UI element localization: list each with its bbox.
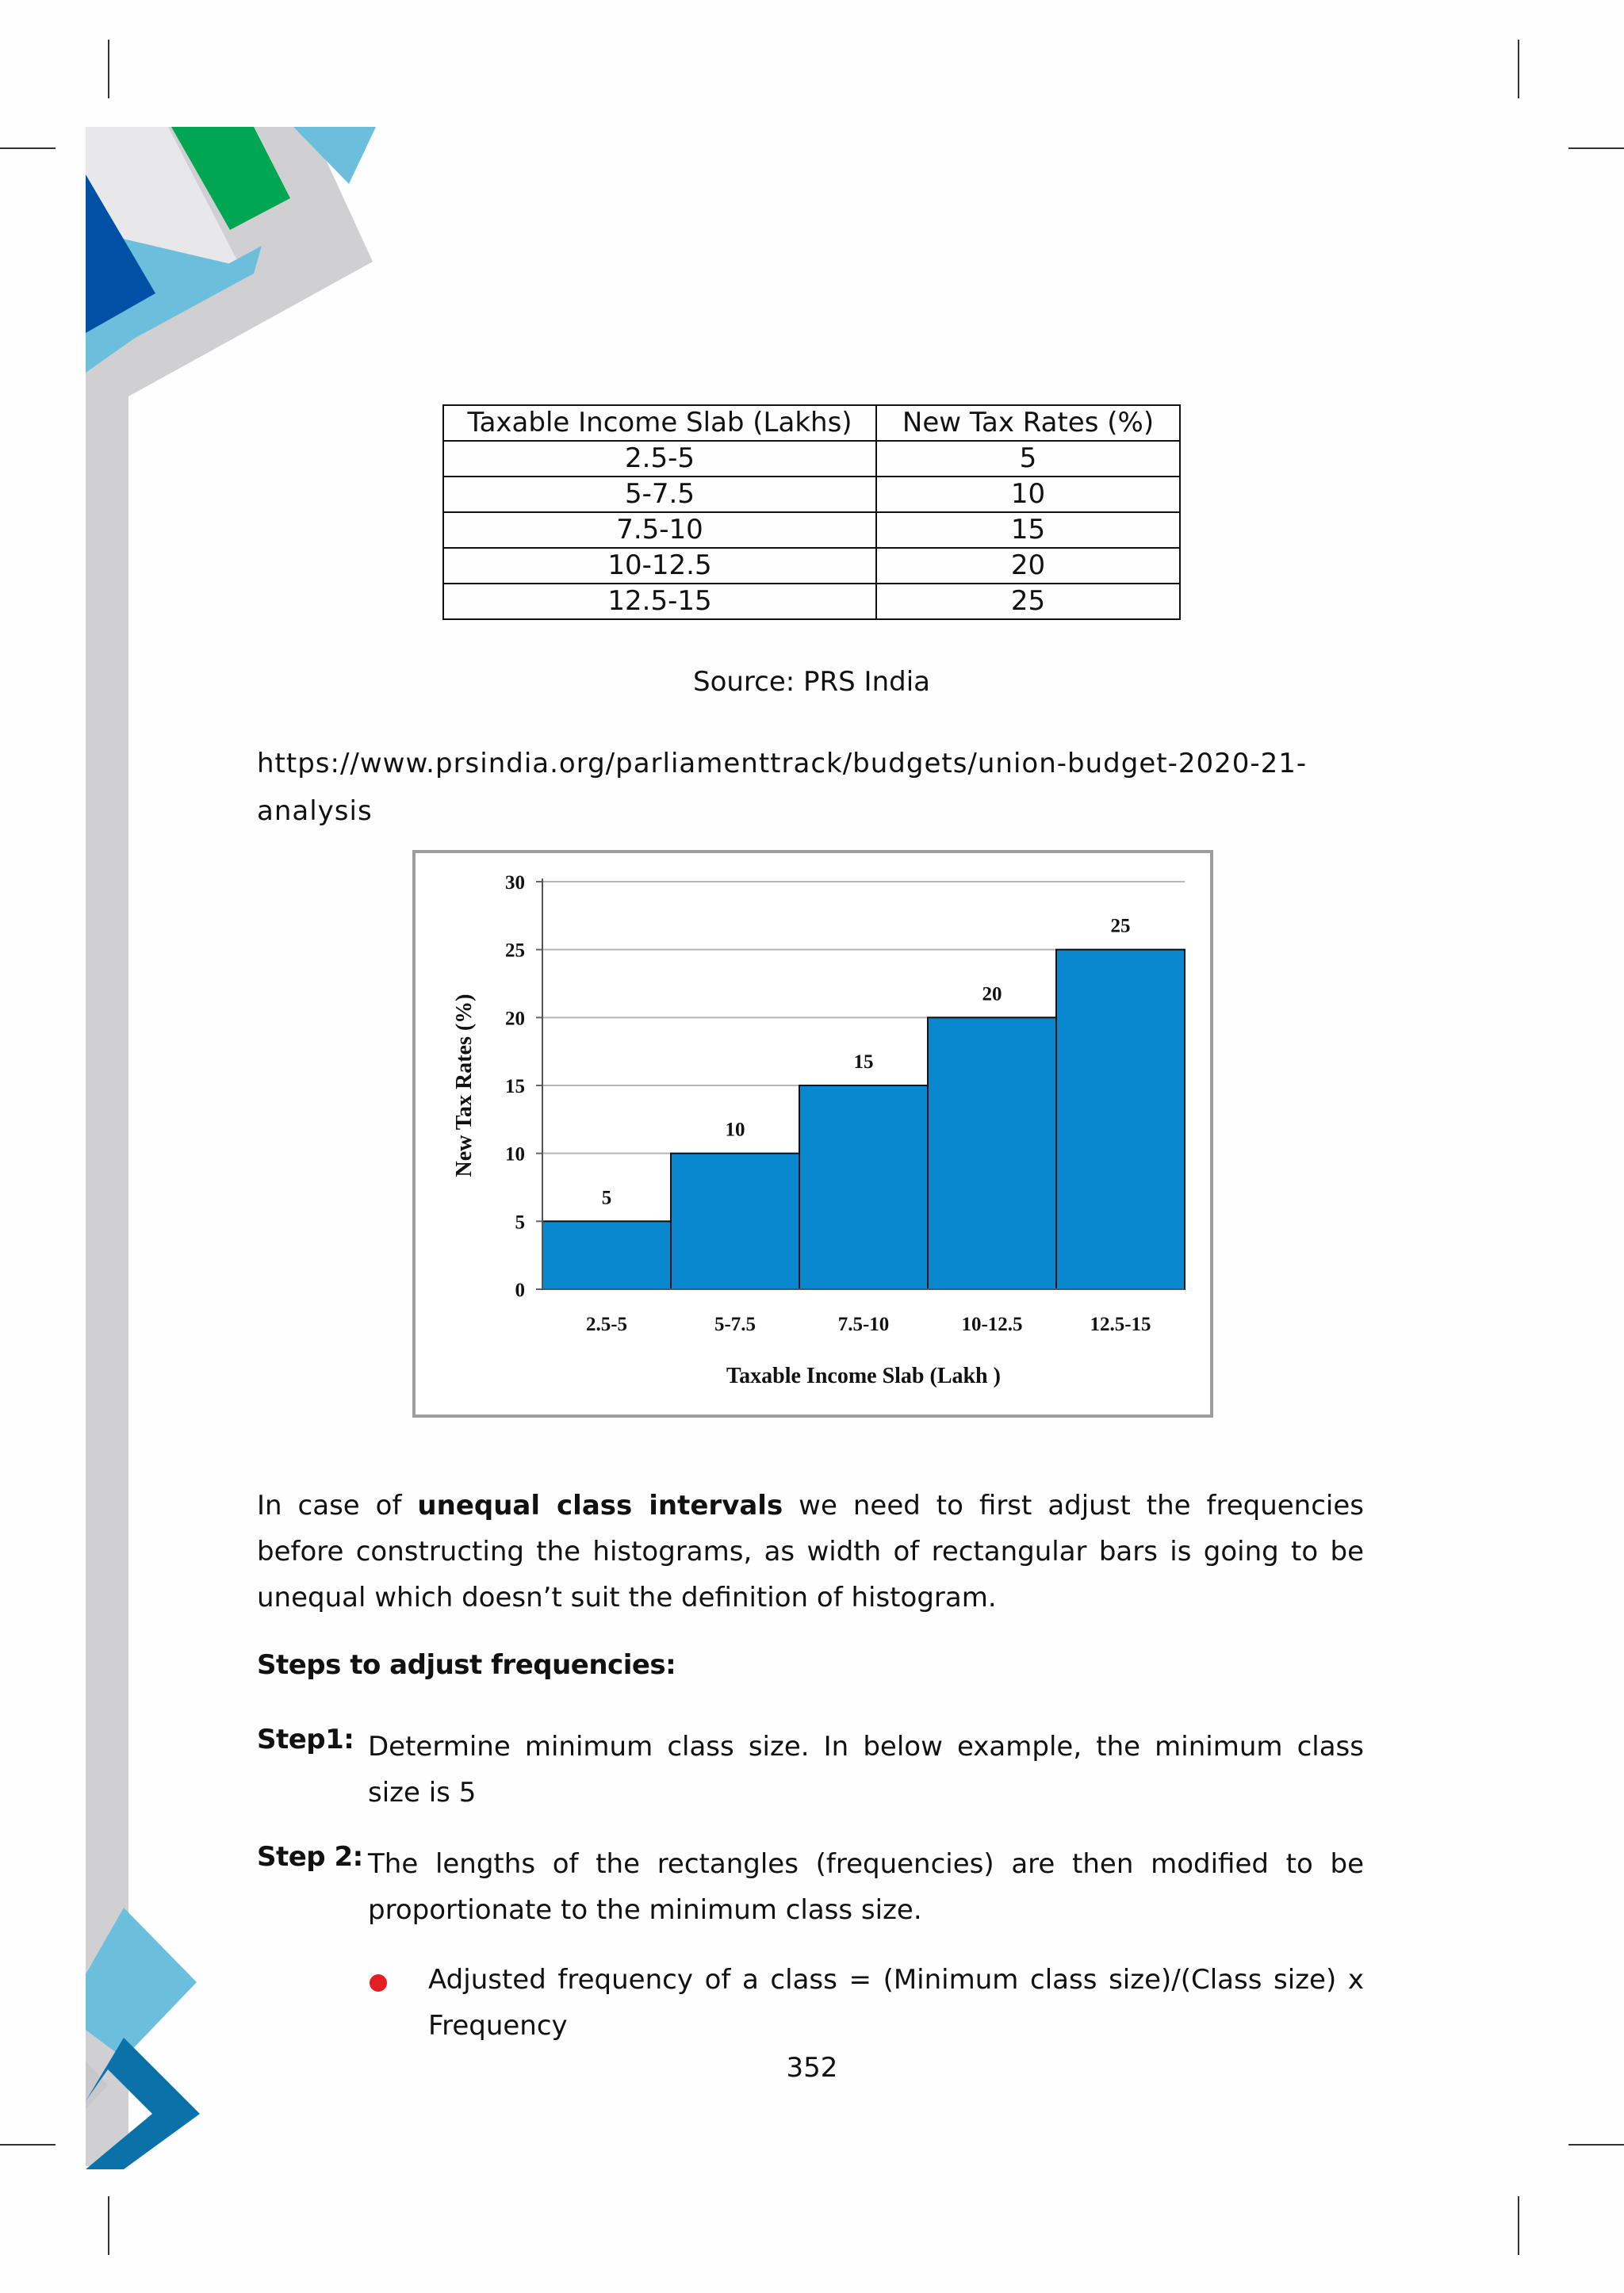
step-label: Step1: [257,1724,354,1755]
crop-mark [1568,2144,1624,2146]
bar-data-label: 15 [853,1051,874,1073]
table-cell: 5-7.5 [443,477,876,512]
y-tick-label: 0 [515,1280,525,1301]
x-tick-label: 7.5-10 [837,1314,890,1335]
table-row [443,584,1180,619]
table-header-cell: New Tax Rates (%) [876,405,1180,441]
table-cell: 5 [876,441,1180,477]
x-tick-label: 5-7.5 [714,1314,756,1335]
paragraph-text: In case of [257,1490,418,1522]
source-url[interactable] [257,740,1367,835]
y-tick-label: 5 [515,1212,525,1234]
histogram-bar [928,1017,1056,1289]
table-cell: 7.5-10 [443,512,876,548]
histogram-chart [412,850,1213,1418]
histogram-bar [671,1154,799,1289]
crop-mark [1518,40,1519,98]
x-tick-label: 12.5-15 [1090,1314,1151,1335]
y-tick-label: 30 [505,872,525,894]
crop-mark [1518,2196,1519,2255]
bullet-text: Adjusted frequency of a class = (Minimum class size)/(Class size) x Frequency [428,1964,1364,2042]
table-header-row [443,405,1180,441]
histogram-bar [799,1085,928,1289]
y-axis-title: New Tax Rates (%) [452,993,477,1177]
y-tick-label: 20 [505,1008,525,1030]
paragraph-emphasis: unequal class intervals [417,1490,783,1522]
tax-rates-table [442,404,1181,620]
source-caption: Source: PRS India [693,666,930,698]
table-row [443,512,1180,548]
step-text: The lengths of the rectangles (frequencies) are then modified to be proportionate to the minimum class size. [368,1848,1364,1926]
url-line: analysis [257,795,373,827]
bar-data-label: 10 [725,1119,745,1141]
table-cell: 20 [876,548,1180,584]
y-tick-label: 10 [505,1143,525,1166]
decorative-side-band [0,0,412,2293]
y-tick-label: 25 [505,940,525,962]
step-text: Determine minimum class size. In below example, the minimum class size is 5 [368,1731,1364,1809]
y-tick-label: 15 [505,1076,525,1097]
x-tick-label: 2.5-5 [585,1314,628,1335]
bar-data-label: 20 [982,983,1002,1005]
table-row [443,548,1180,584]
table-row [443,477,1180,512]
chart-canvas [416,853,1210,1414]
bar-data-label: 25 [1110,915,1131,937]
x-axis-title: Taxable Income Slab (Lakh ) [726,1364,1001,1388]
steps-heading: Steps to adjust frequencies: [257,1649,676,1681]
body-paragraph [257,1483,1364,1621]
bullet-icon [370,1974,387,1992]
table-header-cell: Taxable Income Slab (Lakhs) [443,405,876,441]
table-cell: 10 [876,477,1180,512]
paragraph-text: we need to first adjust the frequencies before constructing the histograms, as width of rectangular bars is going to be unequal which doesn’t suit the definition of histogram. [257,1490,1364,1614]
table-cell: 2.5-5 [443,441,876,477]
histogram-bar [542,1221,671,1289]
histogram-bar [1056,950,1185,1289]
table-row [443,441,1180,477]
bar-data-label: 5 [601,1187,612,1209]
table-cell: 12.5-15 [443,584,876,619]
url-line: https://www.prsindia.org/parliamenttrack/budgets/union-budget-2020-21- [257,748,1308,779]
page-number: 352 [786,2052,838,2084]
crop-mark [1568,147,1624,149]
table-cell: 10-12.5 [443,548,876,584]
grey-stripe [86,127,128,2166]
step-label: Step 2: [257,1841,363,1873]
x-tick-label: 10-12.5 [961,1314,1023,1335]
table-cell: 25 [876,584,1180,619]
table-cell: 15 [876,512,1180,548]
